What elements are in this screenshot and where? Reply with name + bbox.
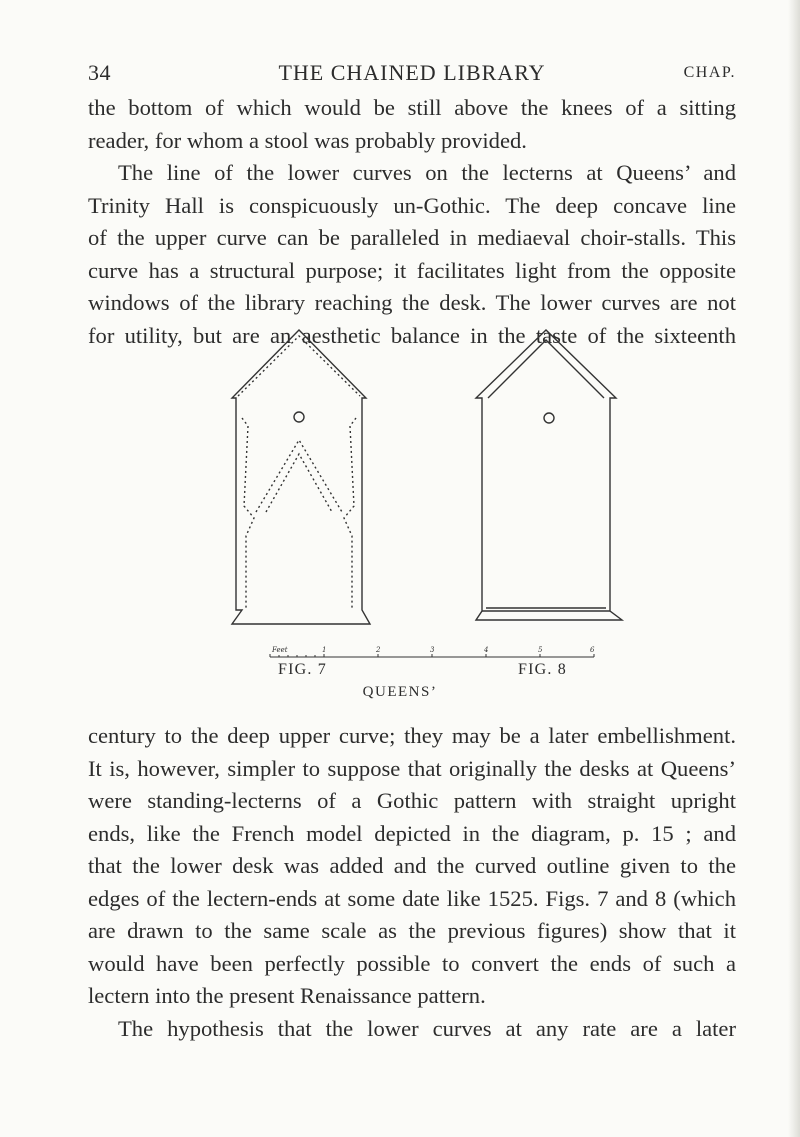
text-line: would have been perfectly possible to convert the ends of such a xyxy=(88,950,736,976)
running-title: THE CHAINED LIBRARY xyxy=(278,60,546,85)
page-number: 34 xyxy=(88,60,111,85)
page-edge-shadow xyxy=(788,0,800,1137)
fig-7-dotted-curve-left xyxy=(242,418,254,608)
text-line: century to the deep upper curve; they may be a later embellishment. xyxy=(88,723,736,748)
text-line: for utility, but are an aesthetic balance in the taste of the sixteenth xyxy=(88,322,736,348)
lectern-figures xyxy=(220,326,630,666)
fig-8-chain-hole xyxy=(544,413,554,423)
fig-7-drawing xyxy=(232,330,370,624)
figure-subcaption: QUEENS’ xyxy=(362,684,438,700)
fig-7-outline xyxy=(232,330,370,624)
fig-8-drawing xyxy=(476,330,622,620)
fig-7-caption: FIG. 7 xyxy=(278,661,327,678)
chapter-label: CHAP. xyxy=(683,64,736,81)
text-line: that the lower desk was added and the curved outline given to the xyxy=(88,853,736,878)
scale-label: Feet xyxy=(272,646,288,654)
fig-7-dotted-curve-right xyxy=(344,418,356,608)
scale-number: 5 xyxy=(538,646,543,654)
lectern-end-diagram xyxy=(220,326,630,666)
fig-7-dotted-inner-arch-2 xyxy=(266,454,332,512)
text-line: Trinity Hall is conspicuously un-Gothic. The deep concave line xyxy=(88,192,736,218)
fig-7-dotted-inner-arch xyxy=(256,440,342,512)
scale-number: 4 xyxy=(484,646,489,654)
text-line: ends, like the French model depicted in the diagram, p. 15 ; and xyxy=(88,820,736,846)
scale-number: 6 xyxy=(590,646,595,654)
fig-8-caption: FIG. 8 xyxy=(518,661,567,678)
text-line: curve has a structural purpose; it facilitates light from the opposite xyxy=(88,257,736,283)
paragraph-top xyxy=(88,92,736,352)
scale-number: 1 xyxy=(322,646,327,654)
scale-number: 2 xyxy=(376,646,381,654)
fig-8-outline xyxy=(476,330,622,620)
text-line: edges of the lectern-ends at some date like 1525. Figs. 7 and 8 (which xyxy=(88,885,736,911)
text-line: the bottom of which would be still above the knees of a sitting xyxy=(88,95,736,120)
text-line: lectern into the present Renaissance pattern. xyxy=(88,983,486,1008)
text-line: It is, however, simpler to suppose that originally the desks at Queens’ xyxy=(88,755,736,781)
running-header xyxy=(88,60,736,90)
text-line: are drawn to the same scale as the previous figures) show that it xyxy=(88,918,736,943)
text-line: The line of the lower curves on the lecterns at Queens’ and xyxy=(118,160,736,185)
paragraph-bottom xyxy=(88,720,736,1045)
scale-number: 3 xyxy=(430,646,435,654)
text-line: reader, for whom a stool was probably provided. xyxy=(88,127,527,153)
text-line: were standing-lecterns of a Gothic pattern with straight upright xyxy=(88,788,736,813)
text-line: The hypothesis that the lower curves at any rate are a later xyxy=(118,1015,736,1041)
fig-7-chain-hole xyxy=(294,412,304,422)
scale-bar xyxy=(270,654,594,657)
text-line: windows of the library reaching the desk. The lower curves are not xyxy=(88,290,736,315)
fig-7-dotted-gable xyxy=(238,336,360,396)
text-line: of the upper curve can be paralleled in mediaeval choir-stalls. This xyxy=(88,225,736,250)
